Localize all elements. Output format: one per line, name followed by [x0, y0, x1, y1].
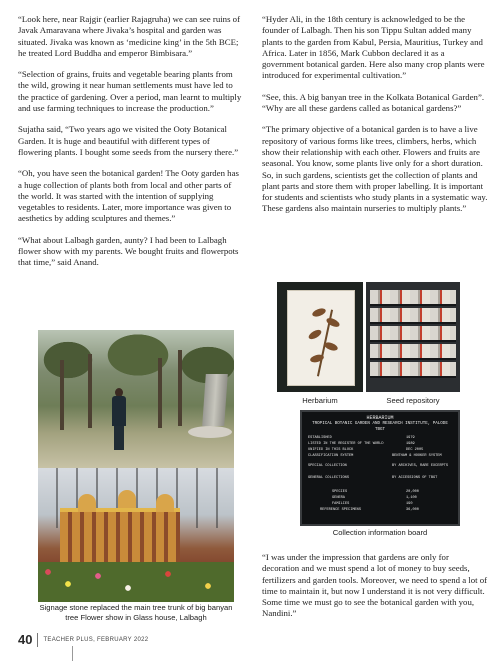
board-value: 1,100 [406, 496, 417, 500]
board-label: CLASSIFICATION SYSTEM [308, 454, 354, 458]
board-subtitle: TROPICAL BOTANIC GARDEN AND RESEARCH INSTITUTE, PALODE [312, 422, 448, 426]
left-text-column [18, 14, 242, 279]
board-label: GENERAL COLLECTIONS [308, 476, 349, 480]
board-code: TBGT [374, 428, 386, 432]
board-label: LISTED IN THE REGISTER OF THE WORLD [308, 442, 384, 446]
paragraph-selection: “Selection of grains, fruits and vegetable bearing plants from the wild, growing it near human settlements must have led to the practice of gardening. Over a period, man learnt to multiply and use farming techniques to increase the production.” [18, 69, 242, 114]
banyan-flower-caption: Signage stone replaced the main tree trunk of big banyan tree Flower show in Glass house, Lalbagh [39, 603, 233, 622]
footer-rule [72, 646, 73, 661]
paragraph-objective: “The primary objective of a botanical garden is to have a live repository of various forms like trees, climbers, herbs, which show their relationship with each other. Flowers and fruits are seasonal. You know, some plants live only for a short duration. So, in such gardens, scientists get the collection of plants and plant parts and store them with proper labelling. It is important for students and scientists who study plants in a systematic way. These gardens also maintain nurseries to multiply plants.” [262, 124, 488, 214]
paragraph-ooty-visit: Sujatha said, “Two years ago we visited the Ooty Botanical Garden. It is huge and beautiful with different types of flowering plants. I bought some seeds from the nursery there.” [18, 124, 239, 157]
board-label: SPECIAL COLLECTION [308, 464, 347, 468]
board-value: 1989 [406, 442, 415, 446]
person-figure [112, 388, 126, 450]
page-number: 40 [18, 632, 33, 647]
board-label: REFERENCE SPECIMENS [320, 508, 361, 512]
board-label: SPECIES [332, 490, 348, 494]
herbarium-caption: Herbarium [302, 396, 338, 405]
flower-show-photo [38, 468, 234, 602]
board-value: BENTHAM & HOOKER SYSTEM [392, 454, 442, 458]
board-value: BY ARCHIVES, RARE EXCERPTS [392, 464, 449, 468]
board-value: BY ACCESSIONS OF TBGT [392, 476, 438, 480]
collection-board-caption: Collection information board [332, 528, 428, 537]
board-value: 190 [406, 502, 413, 506]
paragraph-rajgir: “Look here, near Rajgir (earlier Rajagruha) we can see ruins of Javak Amaravana where Jivaka’s hospital and garden was situated. Jivaka was known as ‘medicine king’ in the 5th BCE; he treated Lord Buddha and emperor Bimbisara.” [18, 14, 241, 58]
paragraph-impression: “I was under the impression that gardens are only for decoration and we must spend a lot of money to buy seeds, fertilizers and garden tools. Moreover, we need to spend a lot of time to maintain it, but now I understand it is not very difficult. Some time we must go to see the botanical garden with you, Nandini.” [262, 552, 488, 619]
footer-divider [37, 633, 38, 647]
seed-repository-caption: Seed repository [386, 396, 440, 405]
board-label: UNIFIED IN THIS BLOCK [308, 448, 354, 452]
collection-information-board [300, 410, 460, 526]
board-value: 1979 [406, 436, 415, 440]
signage-stone [202, 374, 228, 426]
paragraph-lalbagh-question: “What about Lalbagh garden, aunty? I had been to Lalbagh flower show with my parents. We bought fruits and flowerpots that time,” said Anand. [18, 234, 239, 268]
banyan-tree-photo [38, 330, 234, 468]
board-value: 20,000 [406, 490, 419, 494]
seed-repository-photo [366, 282, 460, 392]
board-value: 36,000 [406, 508, 419, 512]
paragraph-why-botanical: “Why are all these gardens called as botanical gardens?” [262, 103, 462, 114]
board-label: FAMILIES [332, 502, 350, 506]
paragraph-banyan: “See, this. A big banyan tree in the Kolkata Botanical Garden”. [262, 91, 485, 102]
board-value: DEC 2005 [406, 448, 424, 452]
herbarium-photo [277, 282, 363, 392]
board-label: ESTABLISHED [308, 436, 332, 440]
board-title: HERBARIUM [366, 415, 394, 421]
paragraph-ooty-garden: “Oh, you have seen the botanical garden! The Ooty garden has a huge collection of plants both from local and other parts of the world. It was started with the intention of supplying vegetables to residents. Later, more importance was given to aesthetics by adding sculptures and themes.” [18, 168, 239, 224]
magazine-title: TEACHER PLUS, FEBRUARY 2022 [43, 636, 149, 643]
board-label: GENERA [332, 496, 345, 500]
paragraph-hyder-ali: “Hyder Ali, in the 18th century is acknowledged to be the founder of Lalbagh. Then his son Tippu Sultan added many plants to the garden from Kabul, Persia, Mauritius, Turkey and Africa. Later in 1856, Mark Cubbon declared it as a government botanical garden. Here also many crop plants were introduced for experimental cultivation.” [262, 14, 485, 81]
page-footer [18, 632, 148, 647]
right-text-column [262, 14, 488, 225]
